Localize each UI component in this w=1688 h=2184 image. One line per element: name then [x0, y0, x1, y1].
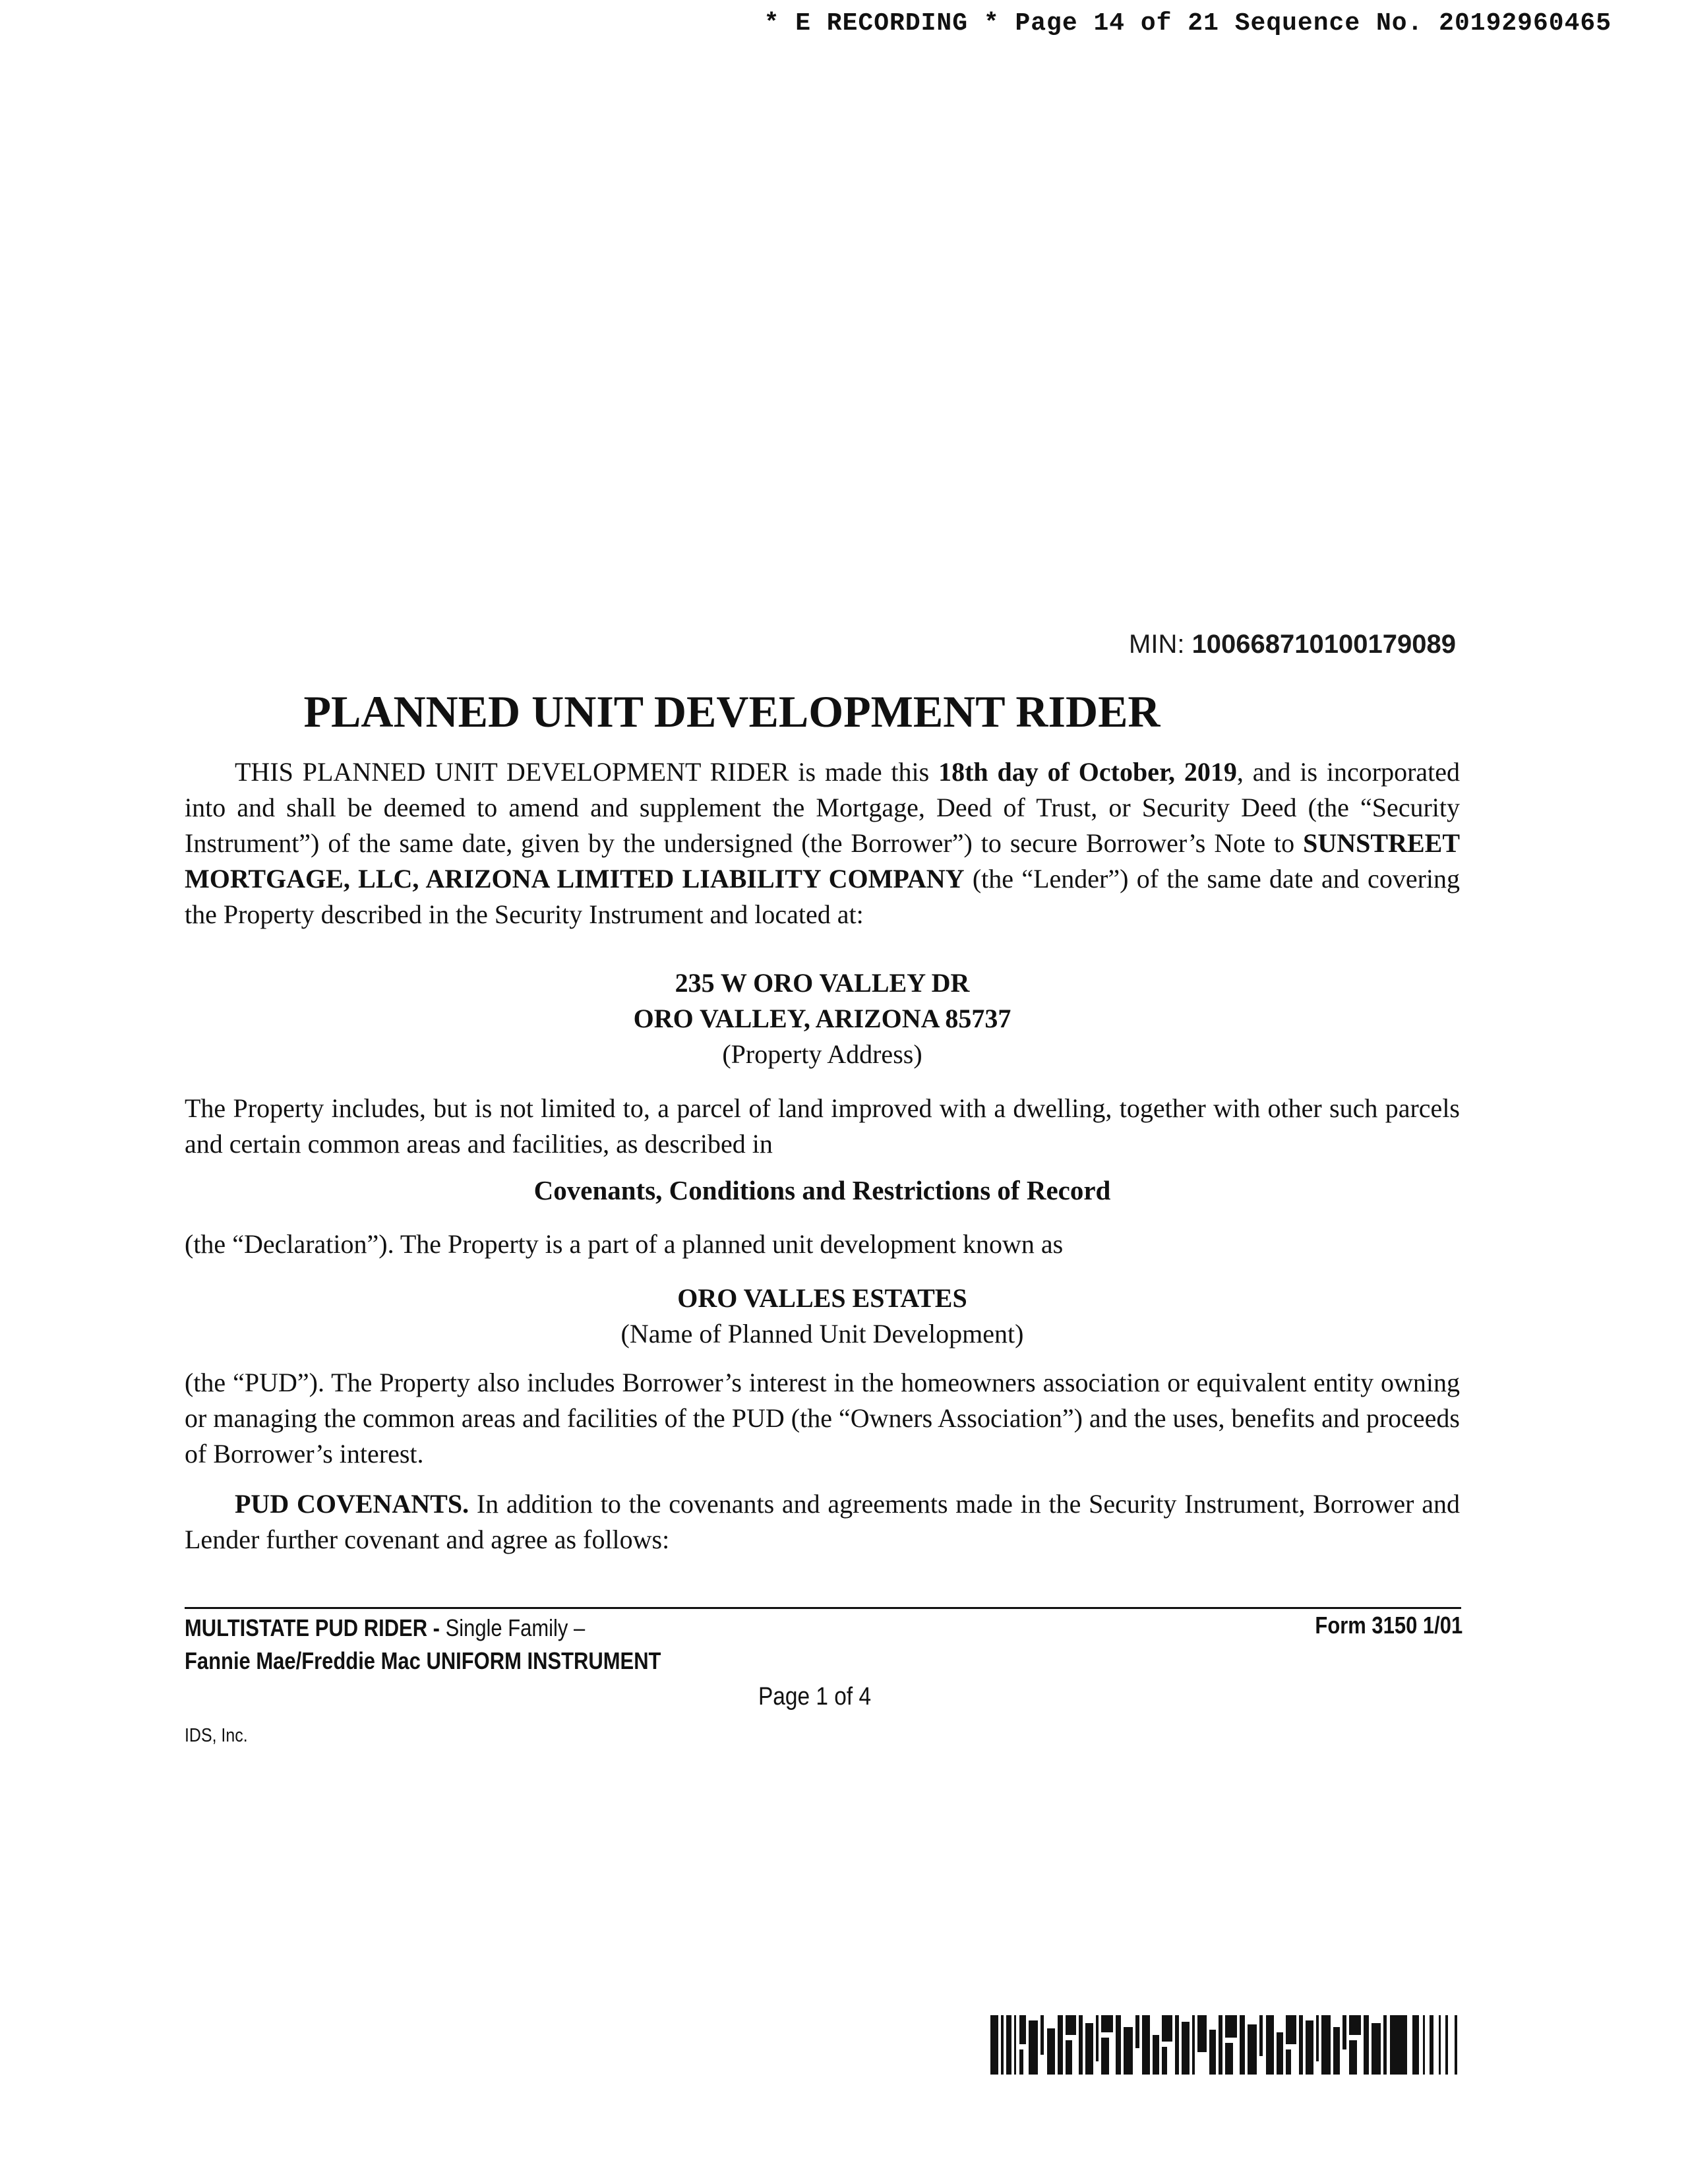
property-includes-paragraph — [185, 1091, 1460, 1162]
min-label: MIN: — [1129, 630, 1192, 659]
address-caption: (Property Address) — [722, 1039, 922, 1069]
declaration-paragraph — [185, 1227, 1460, 1262]
declaration-source-text: Covenants, Conditions and Restrictions of Record — [533, 1175, 1111, 1205]
pud-name-block — [185, 1281, 1460, 1352]
covenants-heading: PUD COVENANTS. — [235, 1489, 469, 1519]
footer-divider — [185, 1607, 1461, 1609]
includes-text: The Property includes, but is not limited to, a parcel of land improved with a dwelling, together with other such parcels and certain common areas and facilities, as described in — [185, 1093, 1460, 1159]
property-address-block — [185, 965, 1460, 1072]
footer-instrument: Fannie Mae/Freddie Mac UNIFORM INSTRUMENT — [185, 1647, 661, 1674]
intro-text-2: , and is incorporated into and shall be deemed to amend and supplement the Mortgage, Deed of Trust, or Security Deed (the “Security Instrument”) of the same date, given by the undersigned (the Borrower”) to secure Borrower’s Note to — [185, 757, 1461, 858]
vendor-label: IDS, Inc. — [185, 1725, 248, 1746]
footer-form-title — [185, 1612, 661, 1678]
address-line-1: 235 W ORO VALLEY DR — [675, 968, 970, 998]
footer-rider-bold: MULTISTATE PUD RIDER - — [185, 1614, 446, 1641]
intro-text-1: THIS PLANNED UNIT DEVELOPMENT RIDER is made this — [235, 757, 939, 787]
pud-text: (the “PUD”). The Property also includes Borrower’s interest in the homeowners association or equivalent entity owning or managing the common areas and facilities of the PUD (the “Owners Association”) and the uses, benefits and proceeds of Borrower’s interest. — [185, 1368, 1460, 1469]
min-value: 100668710100179089 — [1191, 630, 1456, 659]
footer-rider-plain: Single Family – — [445, 1614, 586, 1641]
pud-paragraph — [185, 1365, 1460, 1472]
covenants-paragraph — [185, 1486, 1460, 1558]
min-number — [1129, 630, 1456, 659]
recording-header: * E RECORDING * Page 14 of 21 Sequence No. 20192960465 — [764, 9, 1612, 38]
pud-caption: (Name of Planned Unit Development) — [620, 1319, 1024, 1349]
rider-date: 18th day of October, 2019 — [938, 757, 1237, 787]
page-number: Page 1 of 4 — [758, 1683, 872, 1711]
declaration-source — [185, 1172, 1460, 1208]
footer-form-number: Form 3150 1/01 — [1315, 1612, 1462, 1639]
lender-name: SUNSTREET MORTGAGE, LLC, ARIZONA LIMITED LIABILITY COMPANY — [185, 828, 1460, 894]
pud-name: ORO VALLES ESTATES — [677, 1283, 967, 1313]
intro-paragraph — [185, 754, 1460, 932]
barcode-image — [990, 2015, 1461, 2075]
covenants-text: In addition to the covenants and agreements made in the Security Instrument, Borrower and Lender further covenant and agree as follows: — [185, 1489, 1460, 1554]
declaration-text: (the “Declaration”). The Property is a part of a planned unit development known as — [185, 1229, 1064, 1259]
intro-text-3: (the “Lender”) of the same date and covering the Property described in the Security Instrument and located at: — [185, 864, 1460, 929]
address-line-2: ORO VALLEY, ARIZONA 85737 — [633, 1004, 1011, 1033]
document-title: PLANNED UNIT DEVELOPMENT RIDER — [303, 686, 1160, 737]
